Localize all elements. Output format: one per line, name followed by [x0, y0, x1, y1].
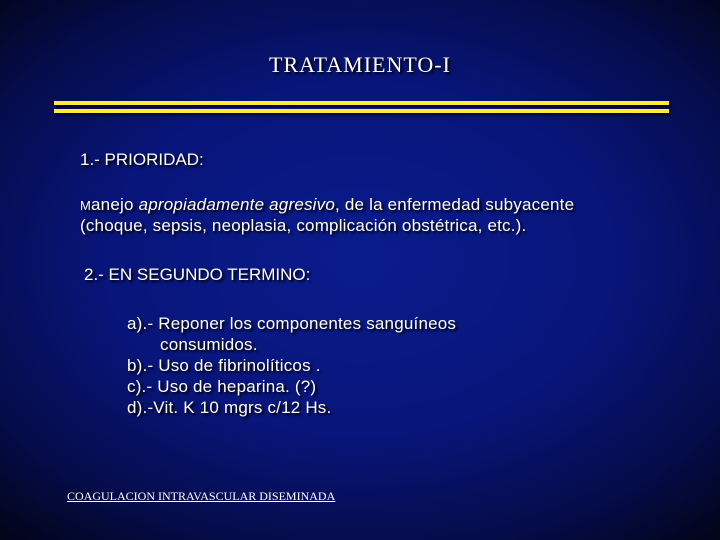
paragraph-line-2: (choque, sepsis, neoplasia, complicación obstétrica, etc.). — [80, 216, 527, 235]
paragraph-initial: M — [80, 198, 92, 213]
treatment-list — [127, 313, 456, 418]
section2-heading: 2.- EN SEGUNDO TERMINO: — [84, 265, 311, 284]
paragraph-line-1 — [80, 195, 574, 216]
list-item-c: c).- Uso de heparina. (?) — [127, 377, 317, 396]
paragraph-italic: apropiadamente agresivo — [138, 195, 336, 214]
list-item-b: b).- Uso de fibrinolíticos . — [127, 356, 321, 375]
paragraph-text-b: , de la enfermedad subyacente — [335, 195, 575, 214]
footer-link[interactable]: COAGULACION INTRAVASCULAR DISEMINADA — [67, 489, 336, 503]
list-item-a: a).- Reponer los componentes sanguíneos — [127, 314, 457, 333]
list-item-a-cont: consumidos. — [160, 335, 258, 354]
section1-paragraph — [80, 195, 574, 236]
title-rule-top — [54, 101, 669, 105]
slide-title: TRATAMIENTO-I — [269, 52, 451, 77]
title-rule-bottom — [54, 109, 669, 113]
list-item-d: d).-Vit. K 10 mgrs c/12 Hs. — [127, 398, 332, 417]
paragraph-text-a: anejo — [91, 195, 139, 214]
section1-heading: 1.- PRIORIDAD: — [80, 150, 204, 169]
